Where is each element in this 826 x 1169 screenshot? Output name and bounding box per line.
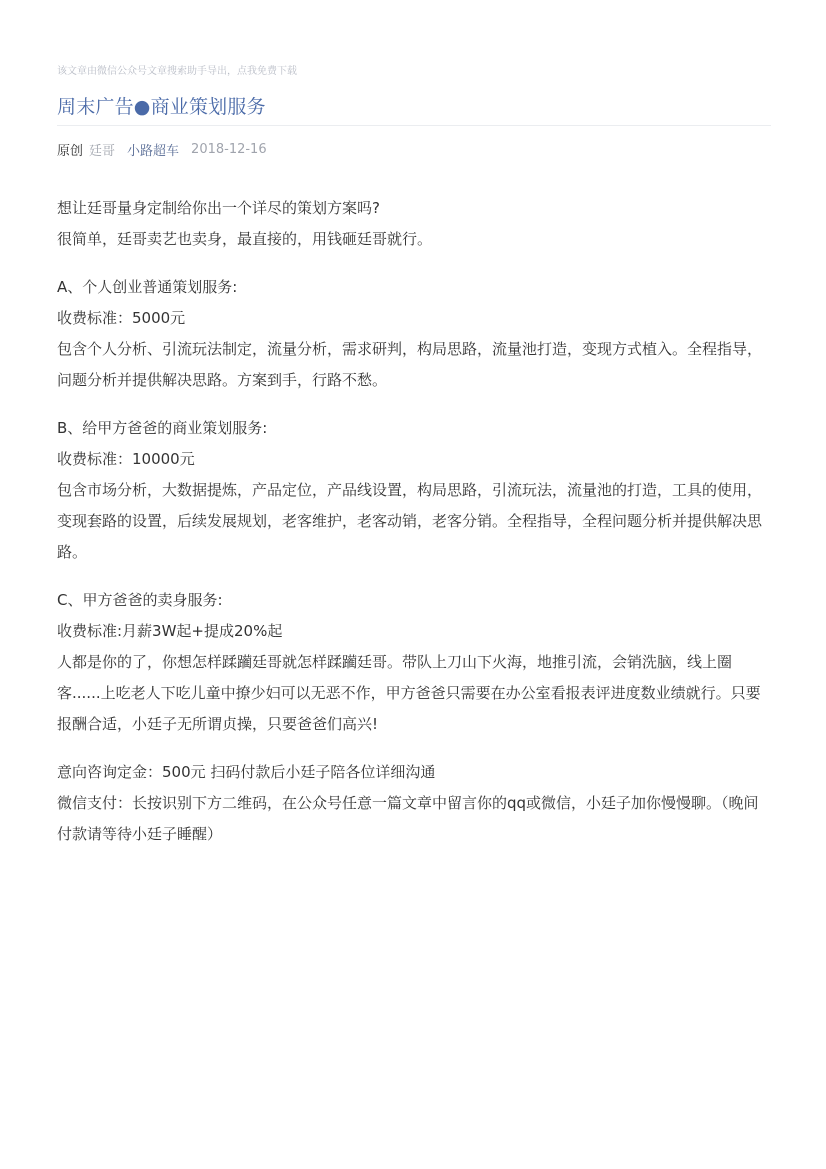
payment-instructions: 微信支付：长按识别下方二维码，在公众号任意一篇文章中留言你的qq或微信，小廷子加你慢慢聊。（晚间付款请等待小廷子睡醒） xyxy=(57,794,759,843)
section-heading: C、甲方爸爸的卖身服务: xyxy=(57,591,223,609)
deposit-line: 意向咨询定金：500元 扫码付款后小廷子陪各位详细沟通 xyxy=(57,763,436,781)
account-link[interactable]: 小路超车 xyxy=(127,144,180,159)
service-b-section xyxy=(57,413,771,568)
paragraph: 包含市场分析，大数据提炼，产品定位，产品线设置，构局思路，引流玩法，流量池的打造，工具的使用，变现套路的设置，后续发展规划，老客维护，老客动销，老客分销。全程指导，全程问题分析并提供解决思路。 xyxy=(57,481,763,561)
price-line: 收费标准：10000元 xyxy=(57,450,195,468)
section-heading: A、个人创业普通策划服务: xyxy=(57,278,238,296)
intro-section xyxy=(57,193,771,255)
paragraph: 包含个人分析、引流玩法制定，流量分析，需求研判，构局思路，流量池打造，变现方式植入。全程指导，问题分析并提供解决思路。方案到手，行路不愁。 xyxy=(57,340,763,389)
title-divider xyxy=(57,125,771,126)
original-tag: 原创 xyxy=(57,144,84,159)
price-line: 收费标准:月薪3W起+提成20%起 xyxy=(57,622,283,640)
price-line: 收费标准：5000元 xyxy=(57,309,186,327)
author-name: 廷哥 xyxy=(89,144,116,159)
section-heading: B、给甲方爸爸的商业策划服务: xyxy=(57,419,268,437)
payment-section xyxy=(57,757,771,850)
service-a-section xyxy=(57,272,771,396)
article-title: 周末广告●商业策划服务 xyxy=(57,96,266,118)
export-notice-link[interactable]: 该文章由微信公众号文章搜索助手导出，点我免费下载 xyxy=(57,66,297,77)
paragraph: 人都是你的了，你想怎样蹂躏廷哥就怎样蹂躏廷哥。带队上刀山下火海，地推引流，会销洗脑，线上圈客......上吃老人下吃儿童中撩少妇可以无恶不作，甲方爸爸只需要在办公室看报表评进度数业绩就行。只要报酬合适，小廷子无所谓贞操，只要爸爸们高兴! xyxy=(57,653,761,733)
article-meta xyxy=(57,140,267,159)
article-body xyxy=(57,193,771,867)
publish-date: 2018-12-16 xyxy=(191,142,267,157)
paragraph: 很简单，廷哥卖艺也卖身，最直接的，用钱砸廷哥就行。 xyxy=(57,230,433,248)
service-c-section xyxy=(57,585,771,740)
paragraph: 想让廷哥量身定制给你出一个详尽的策划方案吗? xyxy=(57,199,380,217)
